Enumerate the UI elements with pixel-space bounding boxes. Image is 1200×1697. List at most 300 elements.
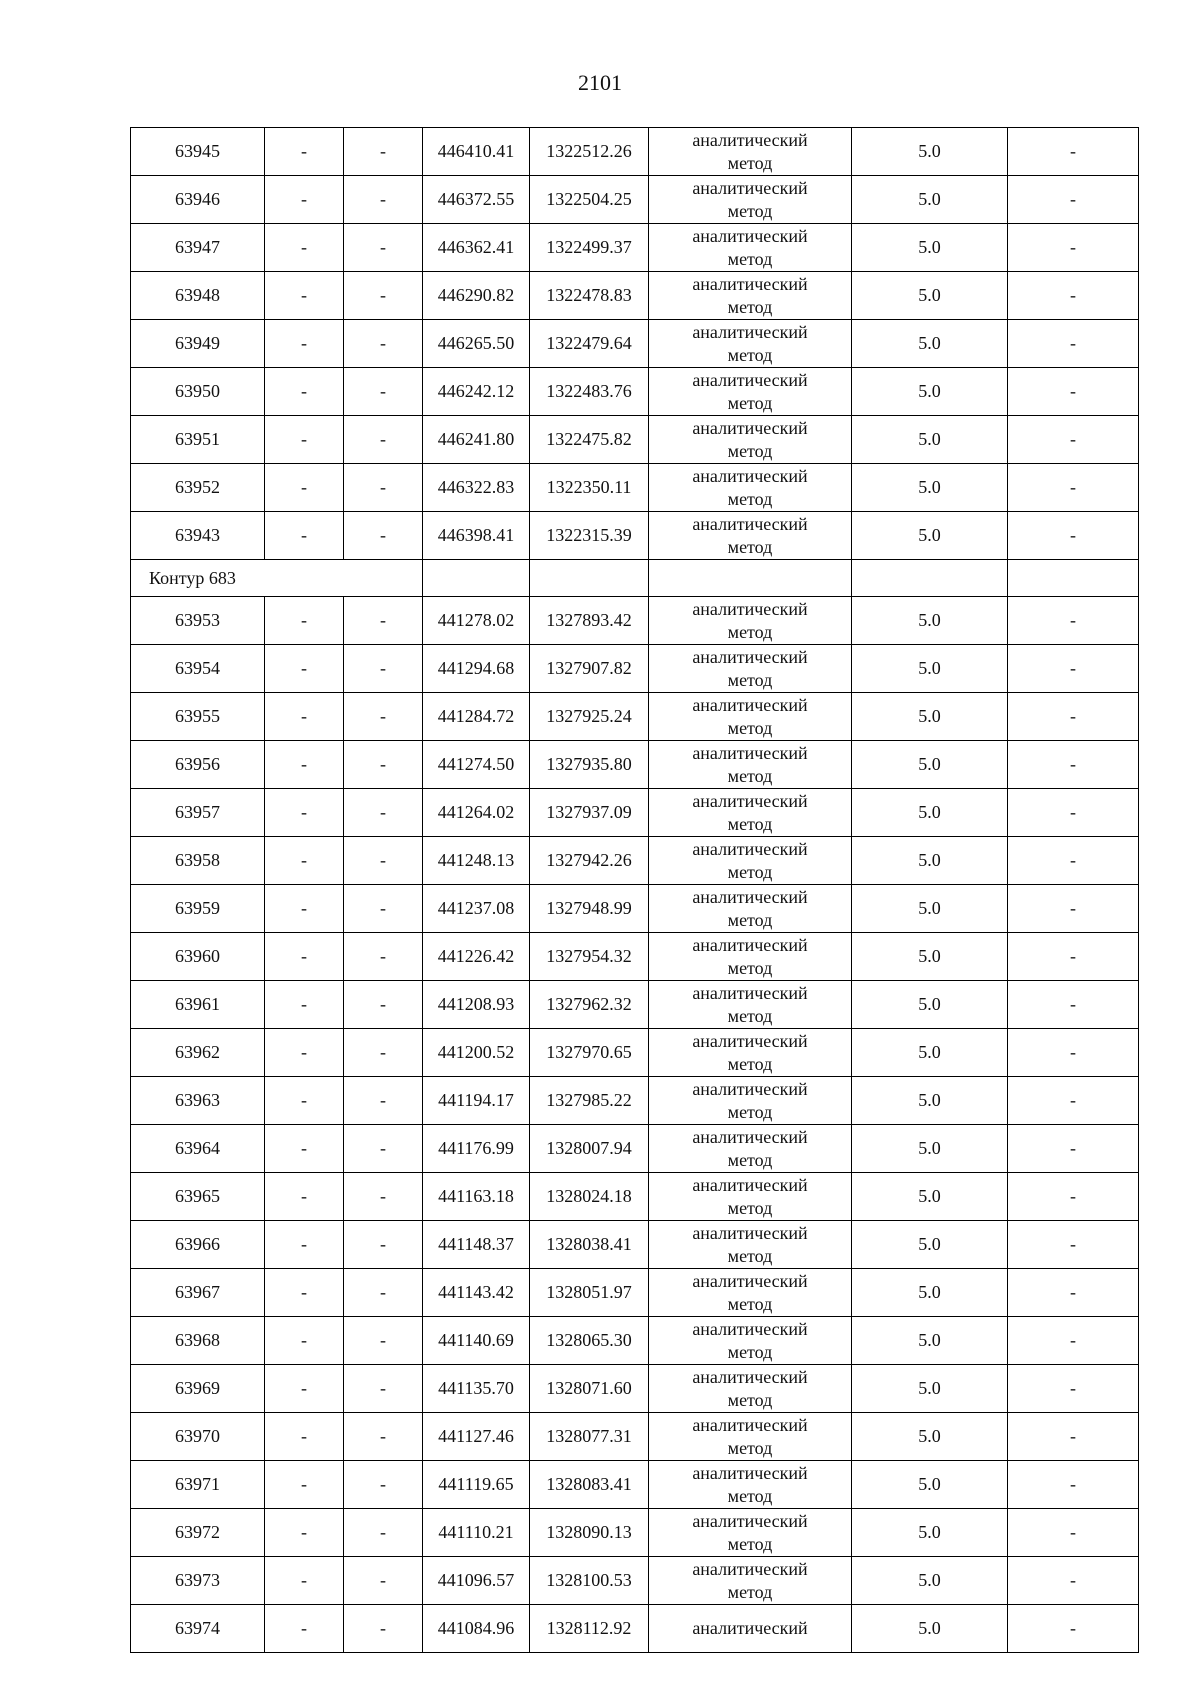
dash-cell: - (265, 837, 344, 885)
dash-cell: - (265, 1605, 344, 1653)
method-line-1: аналитический (692, 742, 808, 763)
accuracy-cell: 5.0 (852, 693, 1008, 741)
dash-cell: - (265, 885, 344, 933)
y-coordinate-cell: 1327942.26 (530, 837, 649, 885)
dash-cell: - (265, 176, 344, 224)
method-line-1: аналитический (692, 1078, 808, 1099)
dash-cell: - (1008, 1173, 1139, 1221)
table-row (131, 224, 1139, 272)
dash-cell: - (265, 128, 344, 176)
x-coordinate-cell: 441110.21 (423, 1509, 530, 1557)
y-coordinate-cell: 1322512.26 (530, 128, 649, 176)
y-coordinate-cell: 1327948.99 (530, 885, 649, 933)
x-coordinate-cell: 441208.93 (423, 981, 530, 1029)
method-line-1: аналитический (692, 1510, 808, 1531)
accuracy-cell: 5.0 (852, 416, 1008, 464)
dash-cell: - (344, 789, 423, 837)
method-line-2: метод (727, 488, 773, 509)
dash-cell: - (1008, 176, 1139, 224)
method-line-1: аналитический (692, 1414, 808, 1435)
dash-cell: - (1008, 1317, 1139, 1365)
accuracy-cell: 5.0 (852, 368, 1008, 416)
accuracy-cell: 5.0 (852, 1605, 1008, 1653)
table-row (131, 1461, 1139, 1509)
y-coordinate-cell: 1328024.18 (530, 1173, 649, 1221)
coordinates-table (130, 127, 1139, 1653)
method-line-1: аналитический (692, 1366, 808, 1387)
dash-cell: - (344, 933, 423, 981)
dash-cell: - (265, 933, 344, 981)
dash-cell: - (344, 885, 423, 933)
point-number-cell: 63959 (131, 885, 265, 933)
dash-cell: - (265, 1269, 344, 1317)
method-cell (649, 693, 852, 741)
y-coordinate-cell: 1327970.65 (530, 1029, 649, 1077)
x-coordinate-cell: 441237.08 (423, 885, 530, 933)
method-line-1: аналитический (692, 417, 808, 438)
y-coordinate-cell: 1327935.80 (530, 741, 649, 789)
y-coordinate-cell: 1327925.24 (530, 693, 649, 741)
accuracy-cell: 5.0 (852, 1221, 1008, 1269)
dash-cell: - (1008, 1413, 1139, 1461)
x-coordinate-cell: 441143.42 (423, 1269, 530, 1317)
y-coordinate-cell: 1322315.39 (530, 512, 649, 560)
x-coordinate-cell: 441096.57 (423, 1557, 530, 1605)
point-number-cell: 63971 (131, 1461, 265, 1509)
x-coordinate-cell: 441278.02 (423, 597, 530, 645)
dash-cell: - (1008, 1365, 1139, 1413)
table-row (131, 1605, 1139, 1653)
table-row (131, 368, 1139, 416)
dash-cell: - (1008, 933, 1139, 981)
method-line-1: аналитический (692, 1618, 808, 1638)
dash-cell: - (265, 1509, 344, 1557)
point-number-cell: 63961 (131, 981, 265, 1029)
dash-cell: - (265, 464, 344, 512)
y-coordinate-cell: 1328083.41 (530, 1461, 649, 1509)
point-number-cell: 63963 (131, 1077, 265, 1125)
accuracy-cell: 5.0 (852, 176, 1008, 224)
dash-cell: - (265, 320, 344, 368)
method-cell (649, 1173, 852, 1221)
dash-cell: - (344, 1317, 423, 1365)
dash-cell: - (265, 416, 344, 464)
method-line-2: метод (727, 1581, 773, 1602)
point-number-cell: 63956 (131, 741, 265, 789)
method-cell (649, 1125, 852, 1173)
dash-cell: - (344, 1173, 423, 1221)
table-row (131, 128, 1139, 176)
table-row (131, 464, 1139, 512)
accuracy-cell: 5.0 (852, 933, 1008, 981)
x-coordinate-cell: 441200.52 (423, 1029, 530, 1077)
x-coordinate-cell: 441264.02 (423, 789, 530, 837)
method-line-2: метод (727, 536, 773, 557)
dash-cell: - (265, 1413, 344, 1461)
dash-cell: - (344, 128, 423, 176)
x-coordinate-cell: 446410.41 (423, 128, 530, 176)
accuracy-cell: 5.0 (852, 1029, 1008, 1077)
dash-cell: - (1008, 512, 1139, 560)
accuracy-cell: 5.0 (852, 1461, 1008, 1509)
dash-cell: - (265, 789, 344, 837)
x-coordinate-cell: 446398.41 (423, 512, 530, 560)
table-row (131, 1221, 1139, 1269)
method-line-2: метод (727, 1053, 773, 1074)
method-cell (649, 981, 852, 1029)
y-coordinate-cell: 1322499.37 (530, 224, 649, 272)
method-cell (649, 789, 852, 837)
method-line-2: метод (727, 152, 773, 173)
method-line-1: аналитический (692, 886, 808, 907)
method-line-1: аналитический (692, 838, 808, 859)
point-number-cell: 63951 (131, 416, 265, 464)
dash-cell: - (344, 1413, 423, 1461)
y-coordinate-cell: 1327985.22 (530, 1077, 649, 1125)
method-line-1: аналитический (692, 273, 808, 294)
x-coordinate-cell: 441194.17 (423, 1077, 530, 1125)
y-coordinate-cell: 1327962.32 (530, 981, 649, 1029)
method-cell (649, 885, 852, 933)
point-number-cell: 63947 (131, 224, 265, 272)
y-coordinate-cell: 1328038.41 (530, 1221, 649, 1269)
method-line-1: аналитический (692, 694, 808, 715)
accuracy-cell: 5.0 (852, 224, 1008, 272)
point-number-cell: 63967 (131, 1269, 265, 1317)
point-number-cell: 63965 (131, 1173, 265, 1221)
method-line-2: метод (727, 765, 773, 786)
y-coordinate-cell: 1328090.13 (530, 1509, 649, 1557)
dash-cell: - (344, 512, 423, 560)
y-coordinate-cell: 1328077.31 (530, 1413, 649, 1461)
dash-cell: - (1008, 1125, 1139, 1173)
point-number-cell: 63954 (131, 645, 265, 693)
x-coordinate-cell: 446290.82 (423, 272, 530, 320)
x-coordinate-cell: 446372.55 (423, 176, 530, 224)
dash-cell: - (344, 1605, 423, 1653)
dash-cell: - (344, 981, 423, 1029)
method-cell (649, 272, 852, 320)
y-coordinate-cell: 1322483.76 (530, 368, 649, 416)
table-row (131, 693, 1139, 741)
method-line-2: метод (727, 392, 773, 413)
table-row (131, 1413, 1139, 1461)
accuracy-cell: 5.0 (852, 741, 1008, 789)
y-coordinate-cell: 1327907.82 (530, 645, 649, 693)
empty-cell (423, 560, 530, 597)
point-number-cell: 63958 (131, 837, 265, 885)
dash-cell: - (265, 1557, 344, 1605)
table-row (131, 1557, 1139, 1605)
dash-cell: - (1008, 1557, 1139, 1605)
point-number-cell: 63972 (131, 1509, 265, 1557)
method-line-1: аналитический (692, 982, 808, 1003)
accuracy-cell: 5.0 (852, 320, 1008, 368)
method-line-2: метод (727, 861, 773, 882)
y-coordinate-cell: 1328071.60 (530, 1365, 649, 1413)
dash-cell: - (344, 693, 423, 741)
method-line-2: метод (727, 344, 773, 365)
y-coordinate-cell: 1322504.25 (530, 176, 649, 224)
method-line-1: аналитический (692, 790, 808, 811)
empty-cell (649, 560, 852, 597)
method-cell (649, 1413, 852, 1461)
table-row (131, 885, 1139, 933)
dash-cell: - (344, 645, 423, 693)
table-row (131, 981, 1139, 1029)
method-line-2: метод (727, 1149, 773, 1170)
point-number-cell: 63969 (131, 1365, 265, 1413)
method-cell (649, 1221, 852, 1269)
point-number-cell: 63943 (131, 512, 265, 560)
x-coordinate-cell: 441226.42 (423, 933, 530, 981)
y-coordinate-cell: 1322478.83 (530, 272, 649, 320)
method-cell (649, 1509, 852, 1557)
table-row (131, 272, 1139, 320)
method-line-2: метод (727, 1437, 773, 1458)
dash-cell: - (344, 224, 423, 272)
method-line-1: аналитический (692, 1222, 808, 1243)
table-row (131, 1269, 1139, 1317)
table-row (131, 416, 1139, 464)
method-cell (649, 933, 852, 981)
point-number-cell: 63966 (131, 1221, 265, 1269)
dash-cell: - (344, 368, 423, 416)
method-line-2: метод (727, 1533, 773, 1554)
table-row (131, 837, 1139, 885)
dash-cell: - (1008, 1269, 1139, 1317)
method-cell (649, 416, 852, 464)
method-cell (649, 1365, 852, 1413)
accuracy-cell: 5.0 (852, 1509, 1008, 1557)
accuracy-cell: 5.0 (852, 645, 1008, 693)
table-row (131, 1125, 1139, 1173)
method-line-2: метод (727, 909, 773, 930)
x-coordinate-cell: 441294.68 (423, 645, 530, 693)
method-cell (649, 597, 852, 645)
dash-cell: - (1008, 1077, 1139, 1125)
method-cell (649, 1557, 852, 1605)
method-cell (649, 176, 852, 224)
method-line-2: метод (727, 1341, 773, 1362)
point-number-cell: 63949 (131, 320, 265, 368)
point-number-cell: 63950 (131, 368, 265, 416)
point-number-cell: 63960 (131, 933, 265, 981)
x-coordinate-cell: 446322.83 (423, 464, 530, 512)
table-row (131, 320, 1139, 368)
point-number-cell: 63948 (131, 272, 265, 320)
method-line-1: аналитический (692, 177, 808, 198)
accuracy-cell: 5.0 (852, 1173, 1008, 1221)
method-line-2: метод (727, 717, 773, 738)
table-row (131, 1173, 1139, 1221)
dash-cell: - (1008, 837, 1139, 885)
method-line-2: метод (727, 1293, 773, 1314)
dash-cell: - (344, 464, 423, 512)
accuracy-cell: 5.0 (852, 789, 1008, 837)
y-coordinate-cell: 1322350.11 (530, 464, 649, 512)
table-row (131, 933, 1139, 981)
point-number-cell: 63970 (131, 1413, 265, 1461)
y-coordinate-cell: 1328112.92 (530, 1605, 649, 1653)
method-cell (649, 1269, 852, 1317)
dash-cell: - (265, 597, 344, 645)
method-line-2: метод (727, 1389, 773, 1410)
point-number-cell: 63953 (131, 597, 265, 645)
dash-cell: - (344, 597, 423, 645)
method-line-2: метод (727, 957, 773, 978)
x-coordinate-cell: 441176.99 (423, 1125, 530, 1173)
y-coordinate-cell: 1328065.30 (530, 1317, 649, 1365)
dash-cell: - (344, 837, 423, 885)
dash-cell: - (265, 1317, 344, 1365)
method-cell (649, 837, 852, 885)
accuracy-cell: 5.0 (852, 1077, 1008, 1125)
y-coordinate-cell: 1327954.32 (530, 933, 649, 981)
dash-cell: - (1008, 320, 1139, 368)
dash-cell: - (344, 416, 423, 464)
method-cell (649, 464, 852, 512)
method-line-2: метод (727, 440, 773, 461)
y-coordinate-cell: 1327937.09 (530, 789, 649, 837)
y-coordinate-cell: 1328051.97 (530, 1269, 649, 1317)
x-coordinate-cell: 446265.50 (423, 320, 530, 368)
x-coordinate-cell: 441248.13 (423, 837, 530, 885)
method-line-2: метод (727, 813, 773, 834)
dash-cell: - (1008, 128, 1139, 176)
empty-cell (1008, 560, 1139, 597)
method-line-1: аналитический (692, 129, 808, 150)
method-line-1: аналитический (692, 513, 808, 534)
dash-cell: - (344, 1029, 423, 1077)
dash-cell: - (1008, 741, 1139, 789)
method-line-2: метод (727, 1245, 773, 1266)
method-line-1: аналитический (692, 321, 808, 342)
x-coordinate-cell: 446241.80 (423, 416, 530, 464)
x-coordinate-cell: 441084.96 (423, 1605, 530, 1653)
dash-cell: - (265, 981, 344, 1029)
method-line-1: аналитический (692, 1318, 808, 1339)
x-coordinate-cell: 441284.72 (423, 693, 530, 741)
method-cell (649, 1029, 852, 1077)
dash-cell: - (344, 1269, 423, 1317)
dash-cell: - (344, 1077, 423, 1125)
empty-cell (530, 560, 649, 597)
method-cell (649, 1605, 852, 1653)
table-row (131, 789, 1139, 837)
y-coordinate-cell: 1322479.64 (530, 320, 649, 368)
method-cell (649, 368, 852, 416)
dash-cell: - (1008, 1029, 1139, 1077)
y-coordinate-cell: 1328100.53 (530, 1557, 649, 1605)
method-line-1: аналитический (692, 1126, 808, 1147)
dash-cell: - (1008, 885, 1139, 933)
method-cell (649, 1461, 852, 1509)
accuracy-cell: 5.0 (852, 1365, 1008, 1413)
dash-cell: - (1008, 464, 1139, 512)
accuracy-cell: 5.0 (852, 1413, 1008, 1461)
point-number-cell: 63945 (131, 128, 265, 176)
dash-cell: - (265, 1173, 344, 1221)
dash-cell: - (1008, 224, 1139, 272)
dash-cell: - (1008, 597, 1139, 645)
method-line-2: метод (727, 200, 773, 221)
dash-cell: - (344, 320, 423, 368)
method-line-1: аналитический (692, 225, 808, 246)
dash-cell: - (344, 1125, 423, 1173)
method-cell (649, 1317, 852, 1365)
method-cell (649, 741, 852, 789)
dash-cell: - (344, 1221, 423, 1269)
accuracy-cell: 5.0 (852, 885, 1008, 933)
method-cell (649, 1077, 852, 1125)
dash-cell: - (265, 1029, 344, 1077)
dash-cell: - (265, 693, 344, 741)
dash-cell: - (1008, 693, 1139, 741)
point-number-cell: 63952 (131, 464, 265, 512)
x-coordinate-cell: 441135.70 (423, 1365, 530, 1413)
accuracy-cell: 5.0 (852, 1557, 1008, 1605)
dash-cell: - (344, 741, 423, 789)
method-line-2: метод (727, 296, 773, 317)
method-cell (649, 512, 852, 560)
dash-cell: - (265, 512, 344, 560)
method-line-1: аналитический (692, 1174, 808, 1195)
x-coordinate-cell: 441274.50 (423, 741, 530, 789)
dash-cell: - (265, 1365, 344, 1413)
table-body (131, 128, 1139, 1653)
point-number-cell: 63973 (131, 1557, 265, 1605)
dash-cell: - (265, 1125, 344, 1173)
method-line-1: аналитический (692, 1030, 808, 1051)
accuracy-cell: 5.0 (852, 1125, 1008, 1173)
y-coordinate-cell: 1327893.42 (530, 597, 649, 645)
page-number: 2101 (578, 70, 622, 95)
method-line-1: аналитический (692, 465, 808, 486)
table-row (131, 741, 1139, 789)
method-line-1: аналитический (692, 369, 808, 390)
dash-cell: - (1008, 1509, 1139, 1557)
dash-cell: - (344, 1365, 423, 1413)
method-line-2: метод (727, 1101, 773, 1122)
accuracy-cell: 5.0 (852, 981, 1008, 1029)
y-coordinate-cell: 1328007.94 (530, 1125, 649, 1173)
method-line-1: аналитический (692, 1558, 808, 1579)
dash-cell: - (344, 1557, 423, 1605)
point-number-cell: 63962 (131, 1029, 265, 1077)
y-coordinate-cell: 1322475.82 (530, 416, 649, 464)
table-row (131, 1317, 1139, 1365)
dash-cell: - (265, 1221, 344, 1269)
method-line-1: аналитический (692, 1270, 808, 1291)
empty-cell (852, 560, 1008, 597)
method-line-1: аналитический (692, 934, 808, 955)
dash-cell: - (1008, 368, 1139, 416)
dash-cell: - (265, 272, 344, 320)
dash-cell: - (1008, 1221, 1139, 1269)
dash-cell: - (344, 1461, 423, 1509)
dash-cell: - (344, 272, 423, 320)
point-number-cell: 63957 (131, 789, 265, 837)
method-cell (649, 320, 852, 368)
table-row (131, 1077, 1139, 1125)
method-line-1: аналитический (692, 646, 808, 667)
x-coordinate-cell: 441163.18 (423, 1173, 530, 1221)
method-line-2: метод (727, 1485, 773, 1506)
dash-cell: - (344, 1509, 423, 1557)
dash-cell: - (265, 368, 344, 416)
x-coordinate-cell: 446362.41 (423, 224, 530, 272)
